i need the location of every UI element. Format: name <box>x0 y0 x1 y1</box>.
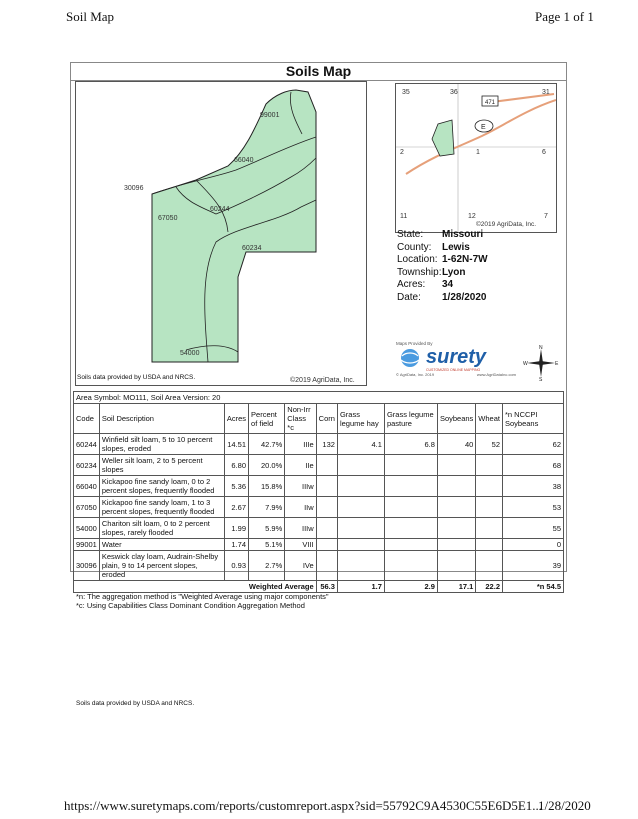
cell-acres: 2.67 <box>224 497 248 518</box>
soils-map-report <box>70 62 567 591</box>
locator-label: 1 <box>476 149 480 156</box>
info-value: 34 <box>442 279 454 290</box>
weighted-pasture: 2.9 <box>384 581 437 593</box>
cell-percent: 7.9% <box>249 497 285 518</box>
cell-description: Chariton silt loam, 0 to 2 percent slopes, rarely flooded <box>99 518 224 539</box>
field-location <box>432 120 454 156</box>
cell-hay <box>337 551 384 581</box>
locator-label: 31 <box>542 89 550 96</box>
locator-label: 36 <box>450 89 458 96</box>
column-header: *n NCCPI Soybeans <box>503 404 564 434</box>
map-label: 67050 <box>158 215 178 222</box>
info-value: 1-62N-7W <box>442 254 488 265</box>
locator-label: 2 <box>400 149 404 156</box>
cell-description: Kickapoo fine sandy loam, 1 to 3 percent slopes, frequently flooded <box>99 497 224 518</box>
cell-acres: 1.74 <box>224 539 248 551</box>
page-number: Page 1 of 1 <box>535 9 594 24</box>
cell-hay <box>337 476 384 497</box>
cell-description: Keswick clay loam, Audrain-Shelby plain, 9 to 14 percent slopes, eroded <box>99 551 224 581</box>
cell-pasture <box>384 551 437 581</box>
cell-hay <box>337 455 384 476</box>
locator-label: 11 <box>400 213 408 220</box>
weighted-nccpi: *n 54.5 <box>503 581 564 593</box>
weighted-wheat: 22.2 <box>476 581 503 593</box>
locator-label: 35 <box>402 89 410 96</box>
cell-wheat <box>476 455 503 476</box>
cell-class: IIw <box>285 497 316 518</box>
cell-pasture: 6.8 <box>384 434 437 455</box>
cell-acres: 6.80 <box>224 455 248 476</box>
info-row <box>397 267 488 280</box>
table-row <box>74 434 564 455</box>
cell-wheat: 52 <box>476 434 503 455</box>
table-row <box>74 518 564 539</box>
table-row <box>74 497 564 518</box>
cell-corn <box>316 476 337 497</box>
map-label: 66040 <box>234 157 254 164</box>
table-row <box>74 455 564 476</box>
cell-pasture <box>384 497 437 518</box>
column-header: Soybeans <box>437 404 475 434</box>
weighted-label: Weighted Average <box>74 581 317 593</box>
column-header: Percent of field <box>249 404 285 434</box>
cell-pasture <box>384 539 437 551</box>
cell-soybeans <box>437 539 475 551</box>
info-row <box>397 242 488 255</box>
cell-nccpi: 53 <box>503 497 564 518</box>
column-header: Grass legume pasture <box>384 404 437 434</box>
cell-wheat <box>476 497 503 518</box>
column-header: Non-Irr Class *c <box>285 404 316 434</box>
logo-provided: Maps Provided By <box>396 341 433 346</box>
cell-soybeans <box>437 497 475 518</box>
cell-code: 99001 <box>74 539 100 551</box>
info-value: Missouri <box>442 229 484 240</box>
cell-corn <box>316 455 337 476</box>
locator-map <box>395 83 557 233</box>
weighted-average-row <box>74 581 564 593</box>
map-source-note: Soils data provided by USDA and NRCS. <box>77 374 196 381</box>
cell-percent: 15.8% <box>249 476 285 497</box>
cell-acres: 5.36 <box>224 476 248 497</box>
cell-code: 66040 <box>74 476 100 497</box>
cell-corn <box>316 497 337 518</box>
cell-soybeans <box>437 455 475 476</box>
cell-corn: 132 <box>316 434 337 455</box>
map-label: 60244 <box>210 206 230 213</box>
weighted-hay: 1.7 <box>337 581 384 593</box>
cell-class: IIIw <box>285 518 316 539</box>
note-line: *n: The aggregation method is "Weighted Average using major components" <box>76 592 329 601</box>
logo-brand: surety <box>426 346 487 368</box>
page-title: Soil Map <box>66 9 115 24</box>
soil-map <box>75 81 367 386</box>
info-key: Date: <box>397 291 421 303</box>
info-value: Lyon <box>442 266 466 278</box>
table-caption-row <box>74 392 564 404</box>
column-header: Wheat <box>476 404 503 434</box>
surety-logo <box>396 341 516 381</box>
cell-wheat <box>476 539 503 551</box>
cell-hay <box>337 539 384 551</box>
field-boundary <box>152 90 316 362</box>
cell-nccpi: 55 <box>503 518 564 539</box>
cell-description: Water <box>99 539 224 551</box>
info-key: State: <box>397 229 424 240</box>
cell-nccpi: 62 <box>503 434 564 455</box>
logo-website: www.AgriDataInc.com <box>476 372 516 377</box>
soil-map-drawing <box>76 82 366 385</box>
cell-acres: 14.51 <box>224 434 248 455</box>
cell-soybeans <box>437 551 475 581</box>
cell-corn <box>316 551 337 581</box>
weighted-soybeans: 17.1 <box>437 581 475 593</box>
column-header: Code <box>74 404 100 434</box>
area-symbol: Area Symbol: MO111, Soil Area Version: 20 <box>74 392 564 404</box>
map-label: 54000 <box>180 350 200 357</box>
cell-corn <box>316 539 337 551</box>
map-label: 99001 <box>260 112 280 119</box>
locator-label: 7 <box>544 213 548 220</box>
info-row <box>397 229 488 242</box>
soils-table <box>73 391 564 593</box>
cell-pasture <box>384 455 437 476</box>
cell-nccpi: 68 <box>503 455 564 476</box>
note-line: *c: Using Capabilities Class Dominant Condition Aggregation Method <box>76 601 305 610</box>
locator-label: 6 <box>542 149 546 156</box>
info-key: County: <box>397 241 432 253</box>
cell-description: Kickapoo fine sandy loam, 0 to 2 percent slopes, frequently flooded <box>99 476 224 497</box>
aggregation-notes <box>76 592 329 610</box>
compass-s: S <box>539 377 543 381</box>
bottom-source-note: Soils data provided by USDA and NRCS. <box>76 700 195 707</box>
info-value: 1/28/2020 <box>442 291 487 303</box>
info-key: Location: <box>397 254 438 265</box>
footer-date: 1/28/2020 <box>538 798 591 813</box>
cell-pasture <box>384 518 437 539</box>
cell-class: IIe <box>285 455 316 476</box>
info-row <box>397 254 488 267</box>
cell-percent: 2.7% <box>249 551 285 581</box>
compass-rose-icon <box>523 345 559 381</box>
compass-w: W <box>523 361 528 367</box>
cell-soybeans <box>437 518 475 539</box>
footer-url-link[interactable]: https://www.suretymaps.com/reports/customreport.aspx?sid=55792C9A4530C55E6D5E1... <box>64 798 543 813</box>
cell-soybeans <box>437 476 475 497</box>
locator-copyright: ©2019 AgriData, Inc. <box>476 221 537 228</box>
cell-class: IIIe <box>285 434 316 455</box>
cell-class: IIIw <box>285 476 316 497</box>
info-row <box>397 279 488 292</box>
cell-nccpi: 0 <box>503 539 564 551</box>
cell-soybeans: 40 <box>437 434 475 455</box>
cell-hay <box>337 497 384 518</box>
map-label: 60234 <box>242 245 262 252</box>
cell-percent: 5.1% <box>249 539 285 551</box>
cell-code: 60234 <box>74 455 100 476</box>
cell-nccpi: 39 <box>503 551 564 581</box>
locator-map-drawing <box>396 84 556 232</box>
cell-code: 67050 <box>74 497 100 518</box>
map-copyright: ©2019 AgriData, Inc. <box>290 377 355 384</box>
report-title: Soils Map <box>71 63 566 81</box>
cell-acres: 1.99 <box>224 518 248 539</box>
cell-wheat <box>476 476 503 497</box>
table-header-row <box>74 404 564 434</box>
cell-code: 54000 <box>74 518 100 539</box>
locator-label: 12 <box>468 213 476 220</box>
cell-hay: 4.1 <box>337 434 384 455</box>
cell-corn <box>316 518 337 539</box>
road-label: 471 <box>485 100 496 106</box>
weighted-corn: 56.3 <box>316 581 337 593</box>
logo-tagline: CUSTOMIZED ONLINE MAPPING <box>426 368 481 372</box>
cell-nccpi: 38 <box>503 476 564 497</box>
road <box>406 100 556 174</box>
cell-percent: 42.7% <box>249 434 285 455</box>
cell-code: 30096 <box>74 551 100 581</box>
cell-class: VIII <box>285 539 316 551</box>
cell-acres: 0.93 <box>224 551 248 581</box>
cell-code: 60244 <box>74 434 100 455</box>
cell-description: Winfield silt loam, 5 to 10 percent slopes, eroded <box>99 434 224 455</box>
info-key: Township: <box>397 266 442 278</box>
table-row <box>74 539 564 551</box>
cell-class: IVe <box>285 551 316 581</box>
info-row <box>397 292 488 305</box>
compass-n: N <box>539 345 543 351</box>
column-header: Acres <box>224 404 248 434</box>
cell-description: Weller silt loam, 2 to 5 percent slopes <box>99 455 224 476</box>
cell-pasture <box>384 476 437 497</box>
cell-wheat <box>476 551 503 581</box>
cell-percent: 20.0% <box>249 455 285 476</box>
info-key: Acres: <box>397 279 426 290</box>
table-row <box>74 476 564 497</box>
column-header: Soil Description <box>99 404 224 434</box>
compass-e: E <box>555 361 559 367</box>
globe-icon <box>396 346 426 368</box>
logo-copyright: © AgriData, Inc. 2019 <box>396 372 435 377</box>
column-header: Grass legume hay <box>337 404 384 434</box>
cell-hay <box>337 518 384 539</box>
cell-percent: 5.9% <box>249 518 285 539</box>
table-row <box>74 551 564 581</box>
location-info <box>397 229 488 304</box>
column-header: Corn <box>316 404 337 434</box>
map-label: 30096 <box>124 185 144 192</box>
cell-wheat <box>476 518 503 539</box>
road-letter: E <box>481 124 486 131</box>
info-value: Lewis <box>442 241 470 253</box>
